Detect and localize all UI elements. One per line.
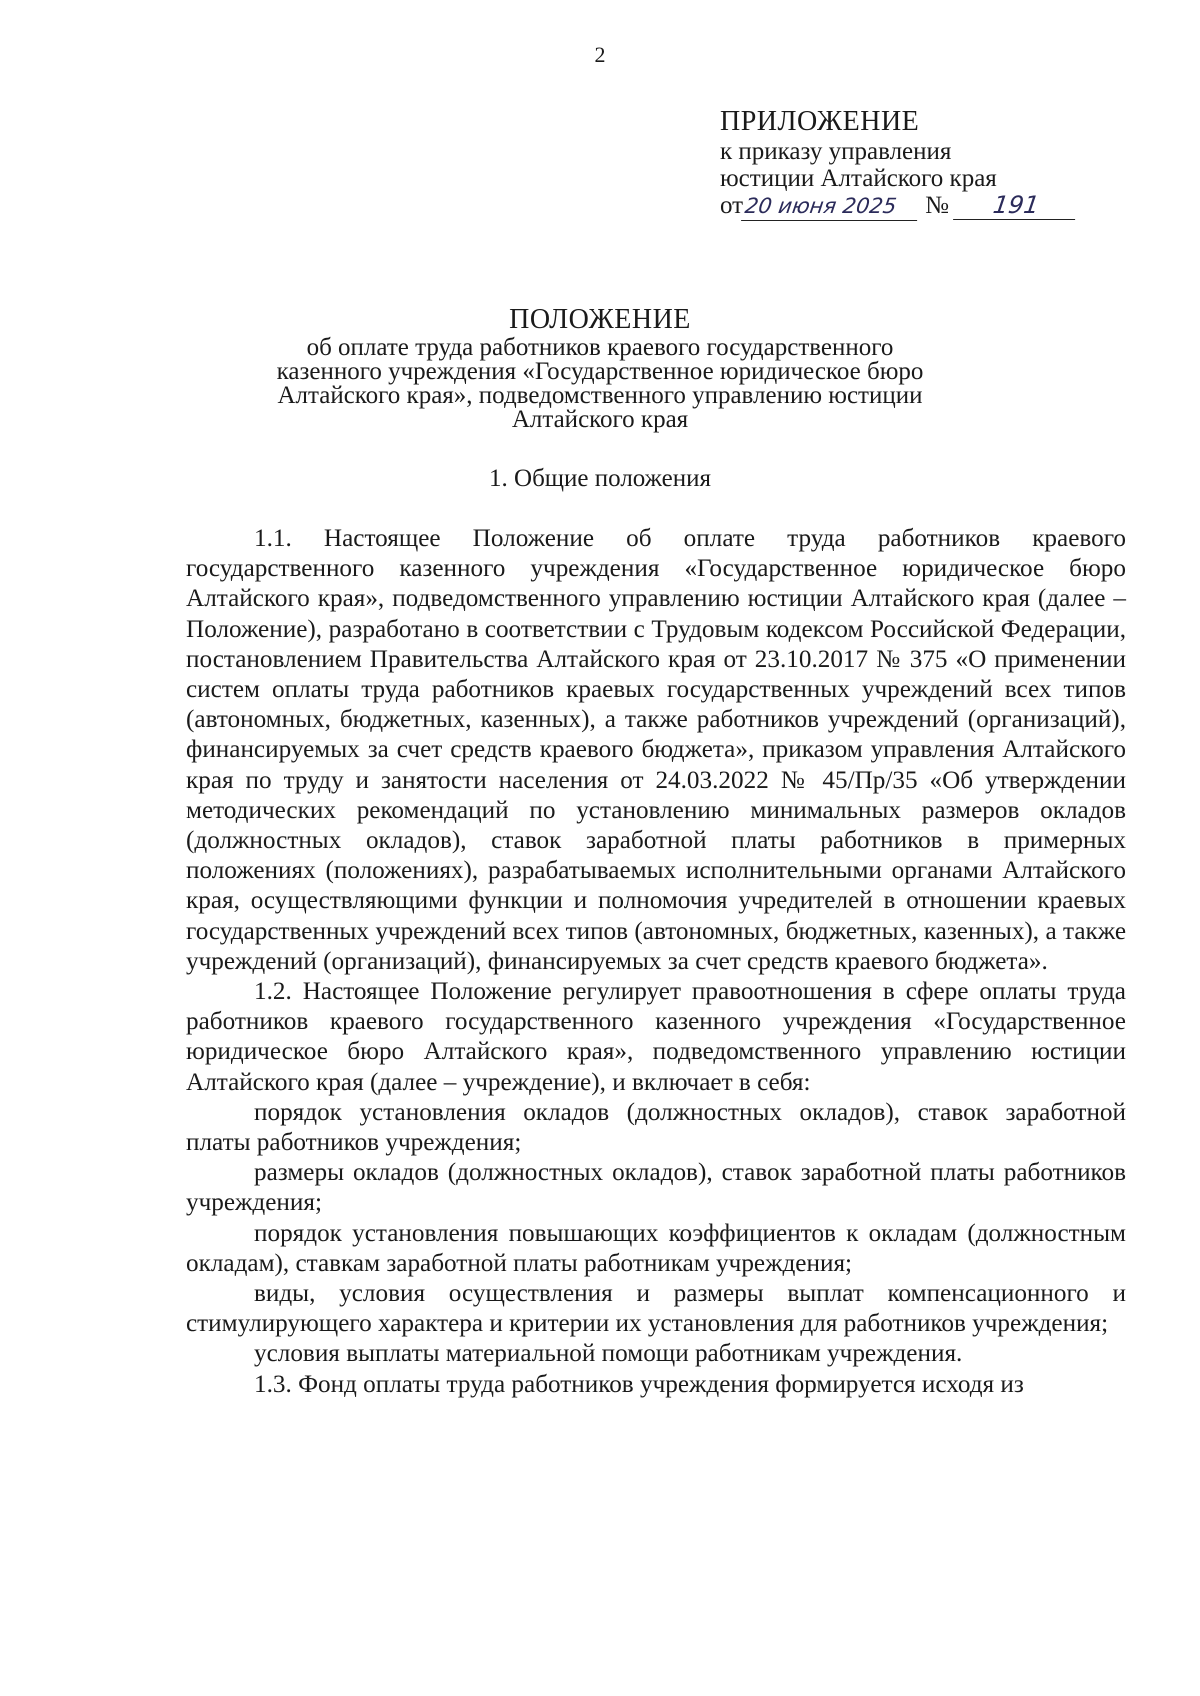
date-prefix: от xyxy=(720,192,744,219)
paragraph: виды, условия осуществления и размеры выплат компенсационного и стимулирующего характера и критерии их установления для работников учреждения; xyxy=(186,1280,1126,1338)
paragraph: 1.1. Настоящее Положение об оплате труда работников краевого государственного казенного учреждения «Государственное юридическое бюро Алтайского края», подведомственного управлению юстиции Алтайского края (далее – Положение), разработано в соответствии с Трудовым кодексом Российской Федерации, постановлением Правительства Алтайского края от 23.10.2017 № 375 «О применении систем оплаты труда работников краевых государственных учреждений всех типов (автономных, бюджетных, казенных), а также работников учреждений (организаций), финансируемых за счет средств краевого бюджета», приказом управления Алтайского края по труду и занятости населения от 24.03.2022 № 45/Пр/35 «Об утверждении методических рекомендаций по установлению минимальных размеров окладов (должностных окладов), ставок заработной платы работников в примерных положениях (положениях), разрабатываемых исполнительными органами Алтайского края, осуществляющими функции и полномочия учредителей в отношении краевых государственных учреждений всех типов (автономных, бюджетных, казенных), а также учреждений (организаций), финансируемых за счет средств краевого бюджета». xyxy=(186,525,1126,975)
paragraph: порядок установления повышающих коэффициентов к окладам (должностным окладам), ставкам заработной платы работникам учреждения; xyxy=(186,1219,1126,1277)
appendix-line-2: юстиции Алтайского края xyxy=(720,165,997,192)
appendix-line-1: к приказу управления xyxy=(720,138,952,165)
document-subtitle-line: Алтайского края», подведомственного управлению юстиции xyxy=(277,382,923,409)
paragraph: условия выплаты материальной помощи работникам учреждения. xyxy=(254,1340,963,1368)
document-subtitle-line: Алтайского края xyxy=(511,406,689,433)
document-body xyxy=(186,524,1126,1400)
paragraph: порядок установления окладов (должностных окладов), ставок заработной платы работников учреждения; xyxy=(186,1098,1126,1157)
document-subtitle-line: казенного учреждения «Государственное юридическое бюро xyxy=(276,358,924,385)
number-sign: № xyxy=(925,192,949,219)
document-subtitle-line: об оплате труда работников краевого государственного xyxy=(306,334,894,361)
appendix-title: ПРИЛОЖЕНИЕ xyxy=(720,106,920,137)
appendix-block xyxy=(720,106,1120,221)
page-number: 2 xyxy=(594,42,606,67)
handwritten-number: 191 xyxy=(953,192,1079,220)
document-title: ПОЛОЖЕНИЕ xyxy=(509,304,691,335)
handwritten-date: 20 июня 2025 xyxy=(741,193,921,221)
section-heading: 1. Общие положения xyxy=(489,465,711,492)
paragraph: 1.3. Фонд оплаты труда работников учреждения формируется исходя из xyxy=(254,1370,1024,1398)
appendix-date-line xyxy=(720,192,1120,221)
paragraph: размеры окладов (должностных окладов), ставок заработной платы работников учреждения; xyxy=(186,1159,1126,1217)
paragraph: 1.2. Настоящее Положение регулирует правоотношения в сфере оплаты труда работников краевого государственного казенного учреждения «Государственное юридическое бюро Алтайского края», подведомственного управлению юстиции Алтайского края (далее – учреждение), и включает в себя: xyxy=(186,978,1126,1096)
document-title-block xyxy=(150,304,1050,432)
